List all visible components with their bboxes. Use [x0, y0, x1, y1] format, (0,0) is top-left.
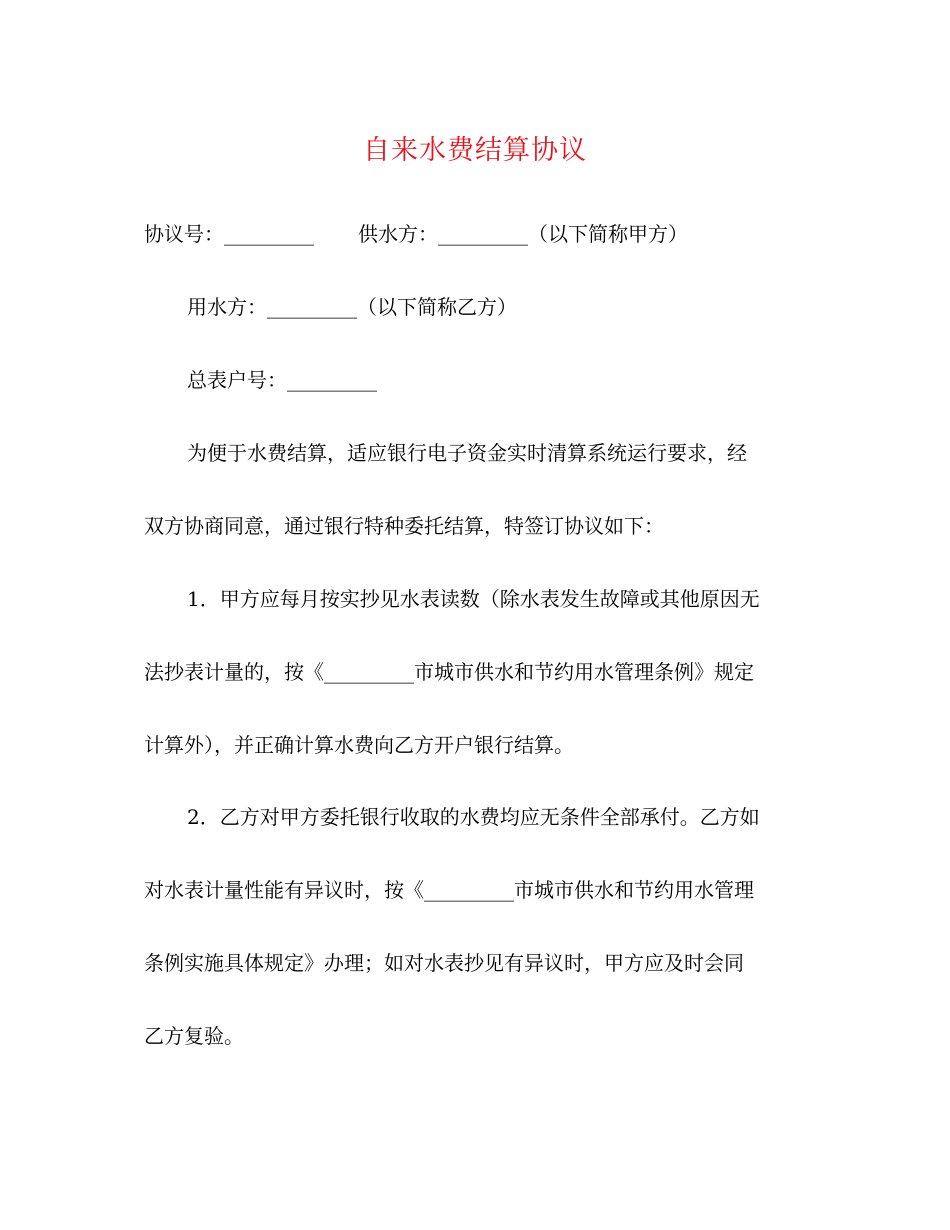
meter-account-field: 总表户号：_________: [187, 368, 377, 392]
document-title: 自来水费结算协议: [363, 135, 587, 166]
clause-2-line-3: 条例实施具体规定》办理；如对水表抄见有异议时，甲方应及时会同: [144, 951, 744, 975]
clause-2-line-1: 2．乙方对甲方委托银行收取的水费均应无条件全部承付。乙方如: [187, 805, 760, 829]
intro-line-1: 为便于水费结算，适应银行电子资金实时清算系统运行要求，经: [187, 441, 747, 465]
water-supplier-field: 供水方：_________（以下简称甲方）: [358, 222, 688, 246]
clause-1-line-3: 计算外），并正确计算水费向乙方开户银行结算。: [144, 733, 574, 757]
clause-1-line-1: 1．甲方应每月按实抄见水表读数（除水表发生故障或其他原因无: [187, 587, 760, 611]
clause-1-line-2: 法抄表计量的，按《_________市城市供水和节约用水管理条例》规定: [144, 660, 754, 684]
clause-2-line-4: 乙方复验。: [144, 1024, 244, 1048]
intro-line-2: 双方协商同意，通过银行特种委托结算，特签订协议如下：: [144, 514, 664, 538]
clause-2-line-2: 对水表计量性能有异议时，按《_________市城市供水和节约用水管理: [144, 878, 754, 902]
water-user-field: 用水方：_________（以下简称乙方）: [187, 295, 517, 319]
agreement-number-field: 协议号：_________: [144, 222, 314, 246]
header-row: [144, 220, 824, 248]
